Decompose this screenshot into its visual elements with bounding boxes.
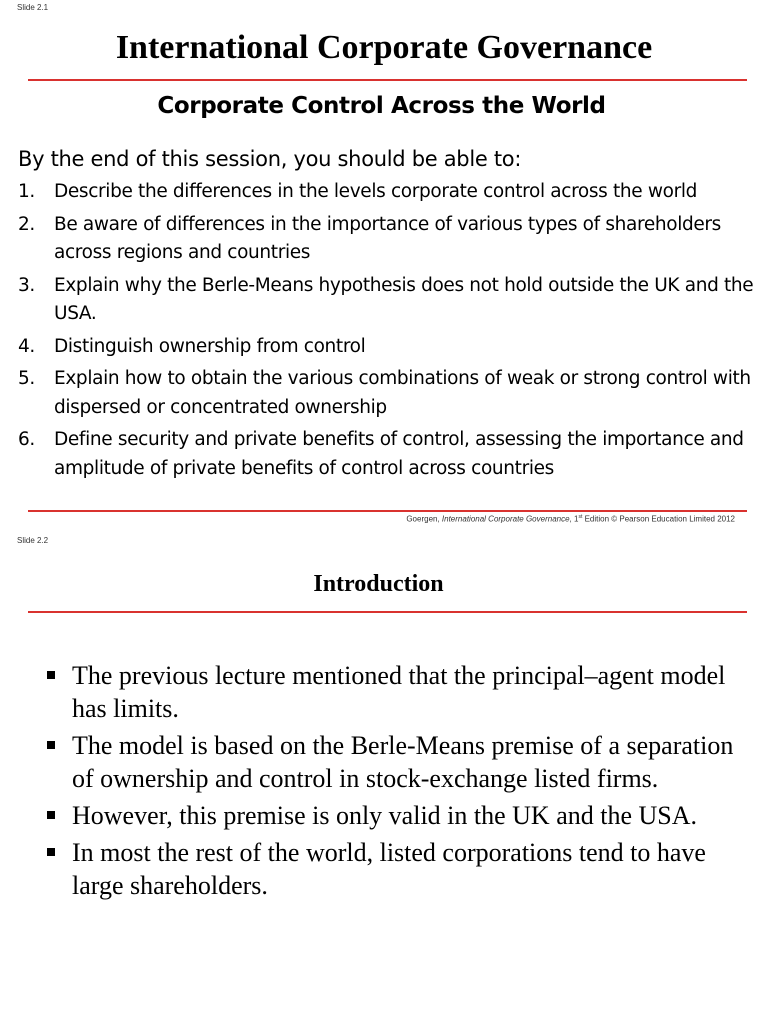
slide-2-2 [0,530,768,1024]
objectives-list [18,178,758,487]
objective-item [18,426,758,483]
square-bullet-icon [45,799,72,832]
objective-text: Explain why the Berle-Means hypothesis does not hold outside the UK and the USA. [54,274,754,324]
title-divider [28,79,747,81]
objective-number: 5. [18,368,35,389]
objective-item [18,211,758,268]
bullet-item [45,799,735,832]
objective-number: 1. [18,181,35,202]
bullet-item [45,836,735,902]
bullet-list [45,659,735,906]
slide-number: Slide 2.2 [17,536,49,545]
footer-publisher: Edition © Pearson Education Limited 2012 [582,514,735,524]
objective-item [18,333,758,362]
slide-subtitle: Corporate Control Across the World [157,93,606,119]
square-bullet-icon [45,729,72,795]
objective-number: 3. [18,274,35,296]
slide-title: Introduction [313,571,444,597]
objective-item [18,272,758,329]
bullet-text: The model is based on the Berle-Means premise of a separation of ownership and control in stock-exchange listed firms. [72,731,734,793]
bullet-item [45,729,735,795]
slide-title: International Corporate Governance [115,29,653,66]
footer-author: Goergen, [406,514,442,524]
objective-text: Be aware of differences in the importance of various types of shareholders across regions and countries [54,213,721,263]
objective-number: 2. [18,213,35,235]
objective-text: Distinguish ownership from control [54,335,366,357]
objective-item [18,178,758,207]
square-bullet-icon [45,836,72,902]
objective-text: Explain how to obtain the various combinations of weak or strong control with dispersed or concentrated ownership [54,368,751,418]
bullet-text: In most the rest of the world, listed corporations tend to have large shareholders. [72,838,706,900]
copyright-footer [406,514,735,524]
footer-divider [28,510,747,512]
objective-text: Define security and private benefits of control, assessing the importance and amplitude of private benefits of control across countries [54,429,744,479]
objective-text: Describe the differences in the levels corporate control across the world [54,181,698,202]
session-intro: By the end of this session, you should be able to: [18,147,522,171]
bullet-text: The previous lecture mentioned that the principal–agent model has limits. [72,661,726,723]
footer-edition: , 1 [569,514,579,524]
bullet-text: However, this premise is only valid in the UK and the USA. [72,801,698,830]
footer-edition-suffix: st [578,514,583,520]
objective-item [18,365,758,422]
objective-number: 4. [18,335,35,357]
bullet-item [45,659,735,725]
objective-number: 6. [18,429,35,450]
title-divider [28,611,747,613]
square-bullet-icon [45,659,72,725]
slide-number: Slide 2.1 [17,3,49,12]
footer-book-title: International Corporate Governance [441,514,570,524]
